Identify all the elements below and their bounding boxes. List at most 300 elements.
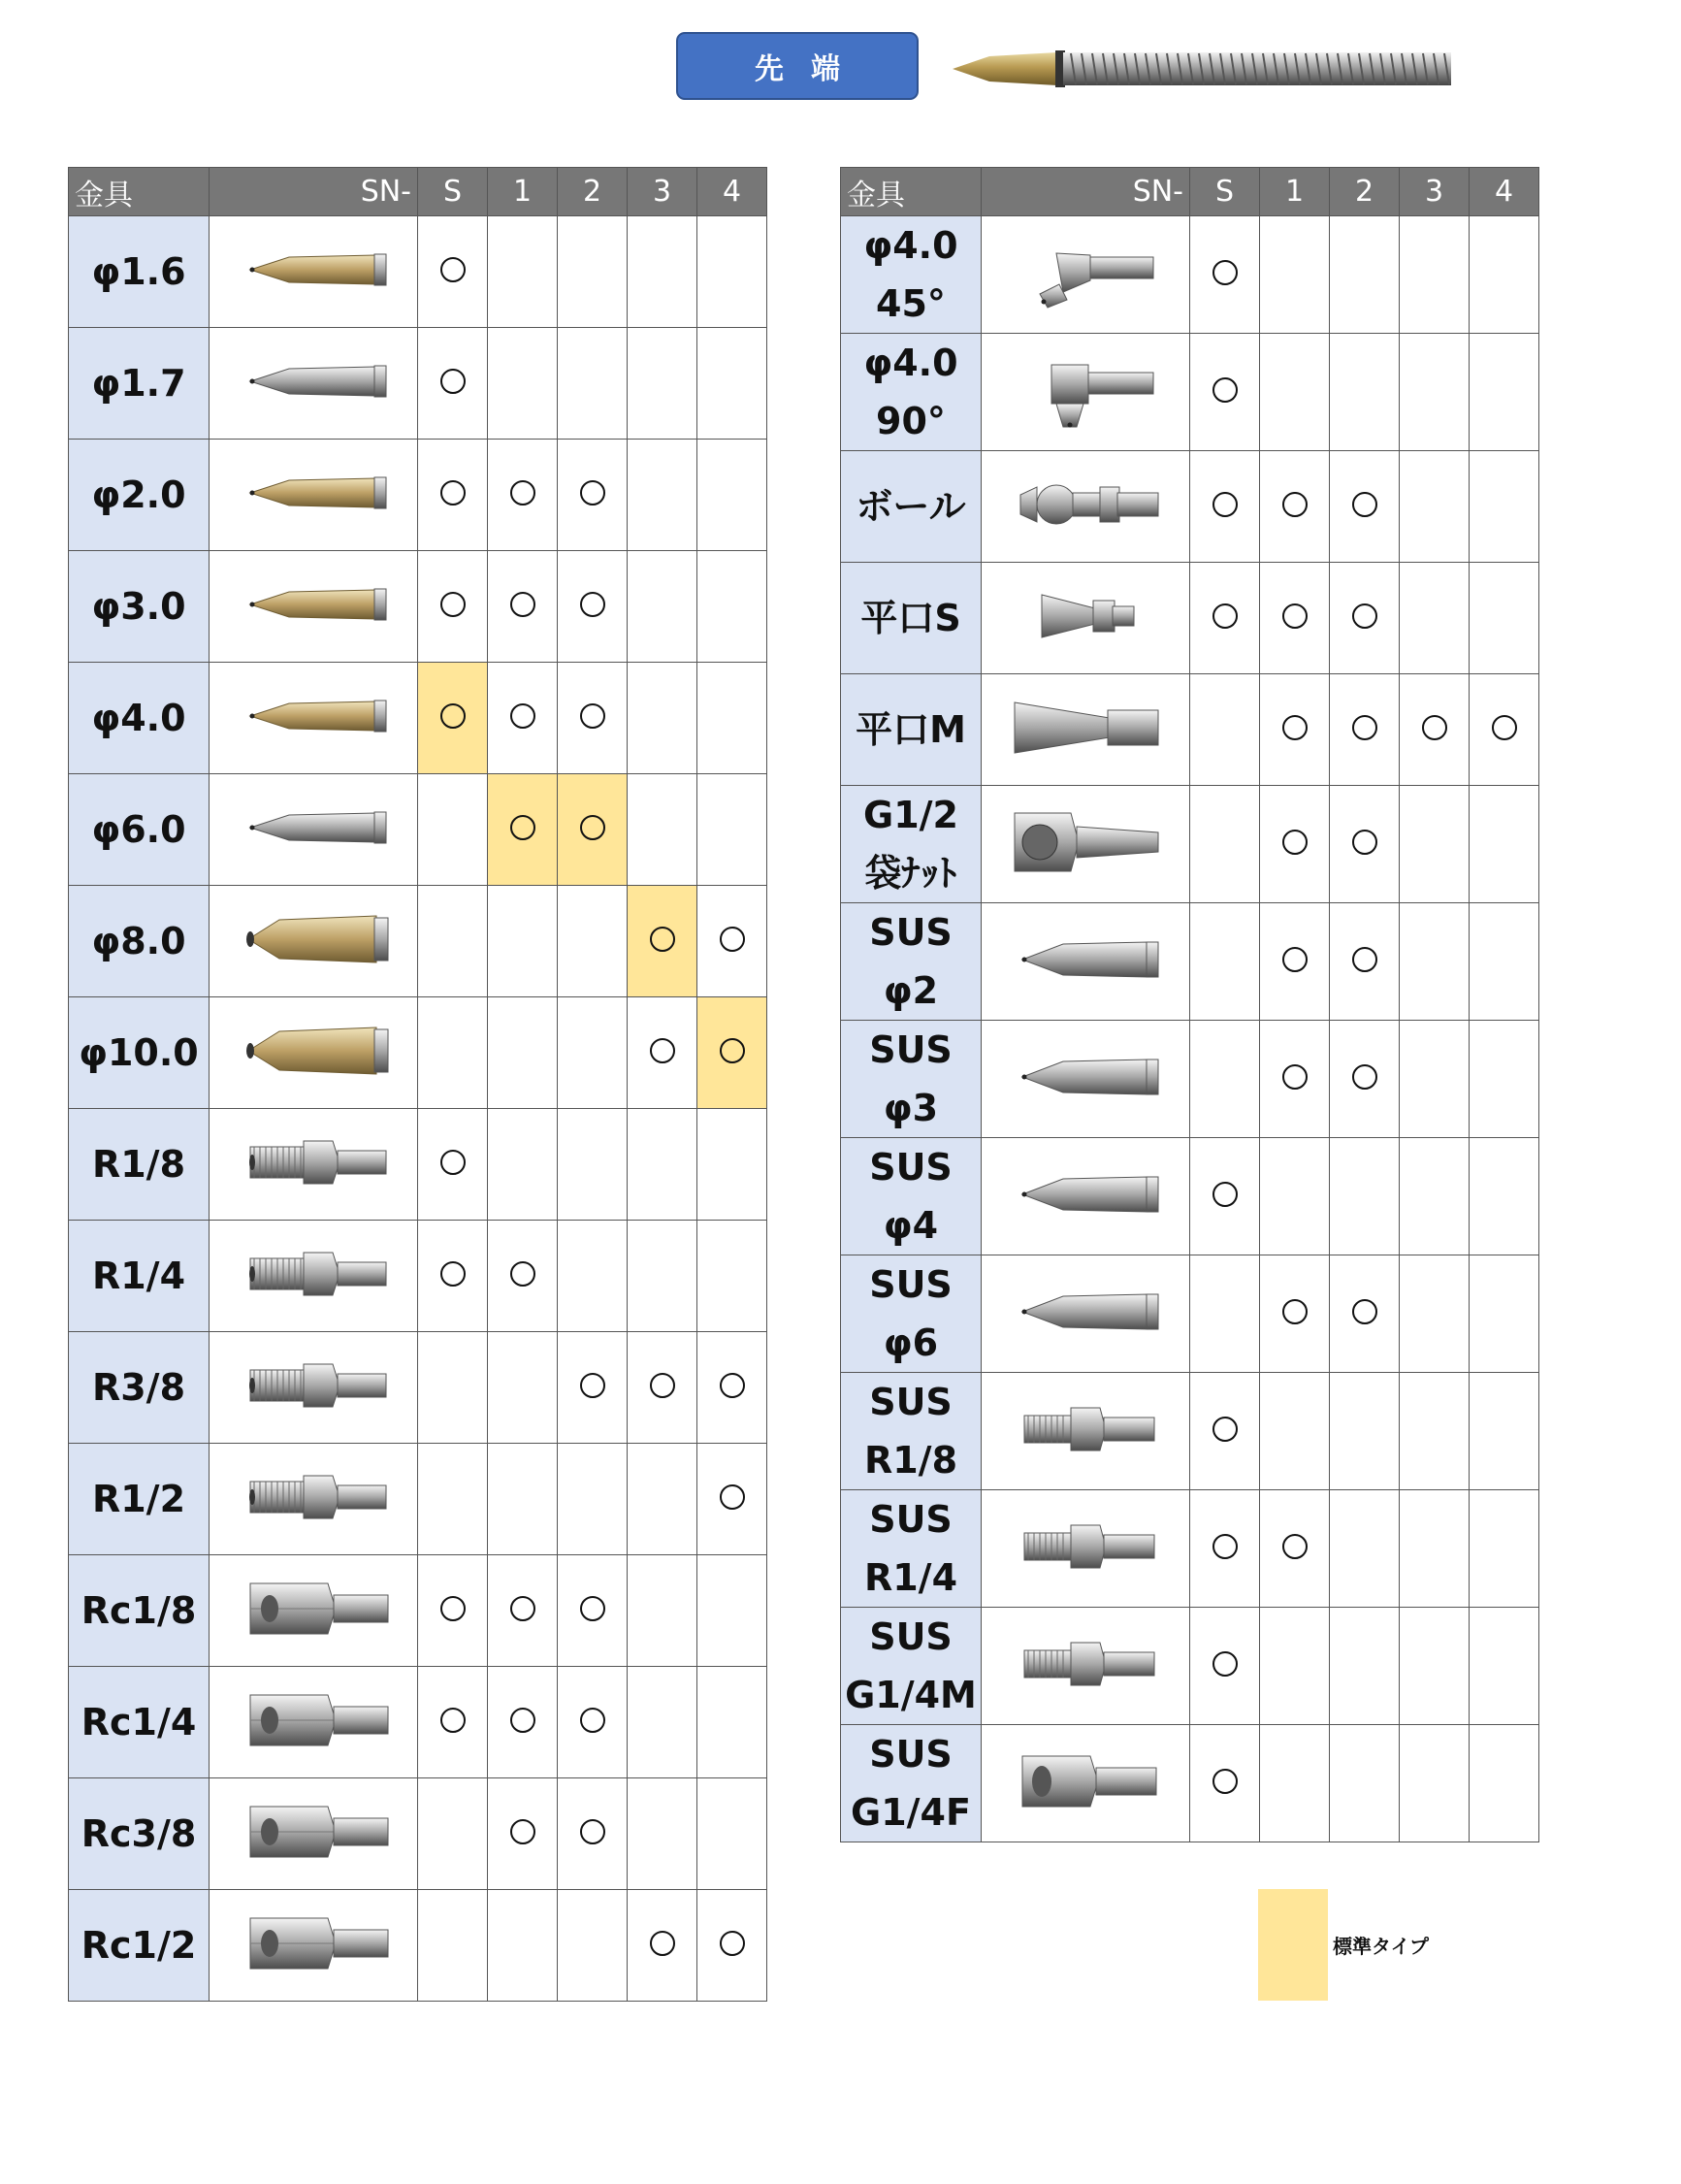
compat-cell-2 — [1330, 1138, 1400, 1255]
compat-cell-2 — [558, 1778, 628, 1890]
compat-cell-3 — [628, 997, 697, 1109]
compat-cell-3 — [628, 1555, 697, 1667]
compat-cell-1 — [1260, 563, 1330, 674]
fitting-name-line-2: 45° — [876, 282, 946, 325]
compat-cell-2 — [558, 1667, 628, 1778]
compat-cell-s — [1190, 903, 1260, 1021]
compat-cell-4 — [1470, 1373, 1539, 1490]
col-header-2: 2 — [1330, 168, 1400, 216]
compatible-circle-icon — [1212, 1651, 1238, 1677]
compat-cell-1 — [1260, 786, 1330, 903]
compat-cell-2 — [1330, 674, 1400, 786]
fitting-name-cell: Rc1/8 — [69, 1555, 210, 1667]
compatible-circle-icon — [580, 1819, 605, 1844]
table-row — [841, 903, 1539, 1021]
compat-cell-s — [418, 1778, 488, 1890]
fitting-name-cell — [841, 216, 982, 334]
fitting-name-line-1: SUS — [869, 1146, 953, 1189]
compatible-circle-icon — [720, 1484, 745, 1510]
compatible-circle-icon — [720, 1373, 745, 1398]
compat-cell-1 — [488, 440, 558, 551]
compatible-circle-icon — [580, 480, 605, 505]
compat-cell-s — [1190, 1255, 1260, 1373]
fitting-name-cell: R1/4 — [69, 1221, 210, 1332]
fitting-name-line-1: ボール — [856, 485, 966, 528]
compatible-circle-icon — [1212, 377, 1238, 403]
male-thread-fitting-icon — [210, 1444, 418, 1555]
compatible-circle-icon — [440, 703, 466, 729]
sus-male-thread-fitting-icon — [982, 1608, 1190, 1725]
compat-cell-s — [418, 774, 488, 886]
compat-cell-3 — [628, 1667, 697, 1778]
compat-cell-2 — [1330, 563, 1400, 674]
compat-cell-3 — [1400, 216, 1470, 334]
compat-cell-4 — [697, 774, 767, 886]
table-row — [69, 551, 767, 663]
fitting-name-cell — [841, 334, 982, 451]
fitting-name-line-2: φ6 — [883, 1321, 939, 1364]
compat-cell-4 — [1470, 1255, 1539, 1373]
compat-cell-2 — [1330, 786, 1400, 903]
compatible-circle-icon — [1282, 1064, 1308, 1090]
compat-cell-3 — [628, 1444, 697, 1555]
compat-cell-4 — [697, 1109, 767, 1221]
compat-cell-2 — [1330, 216, 1400, 334]
compat-cell-1 — [1260, 1138, 1330, 1255]
sus-tapered-nozzle-icon — [982, 1255, 1190, 1373]
compatible-circle-icon — [1282, 830, 1308, 855]
table-row — [69, 1555, 767, 1667]
table-row — [69, 1109, 767, 1221]
compat-cell-3 — [1400, 1255, 1470, 1373]
compat-cell-s — [418, 1555, 488, 1667]
compat-cell-1 — [1260, 1021, 1330, 1138]
compatible-circle-icon — [650, 927, 675, 952]
fitting-name-cell — [841, 1490, 982, 1608]
compat-cell-3 — [628, 886, 697, 997]
compat-cell-1 — [488, 1109, 558, 1221]
table-row — [69, 328, 767, 440]
compat-cell-2 — [558, 663, 628, 774]
elbow-45-nozzle-icon — [982, 216, 1190, 334]
compat-cell-4 — [697, 328, 767, 440]
compat-cell-s — [1190, 1373, 1260, 1490]
compatible-circle-icon — [440, 1708, 466, 1733]
compat-cell-4 — [697, 440, 767, 551]
col-header-4: 4 — [1470, 168, 1539, 216]
compat-cell-2 — [1330, 334, 1400, 451]
fitting-name-cell: φ8.0 — [69, 886, 210, 997]
compatible-circle-icon — [650, 1373, 675, 1398]
fitting-name-cell — [841, 1608, 982, 1725]
compat-cell-4 — [697, 1778, 767, 1890]
compat-cell-s — [418, 551, 488, 663]
compat-cell-s — [1190, 334, 1260, 451]
male-thread-fitting-icon — [210, 1332, 418, 1444]
col-header-s: S — [418, 168, 488, 216]
compatible-circle-icon — [510, 1708, 535, 1733]
compat-cell-s — [418, 886, 488, 997]
compatible-circle-icon — [720, 1038, 745, 1063]
fitting-name-cell: R1/8 — [69, 1109, 210, 1221]
fitting-name-line-1: SUS — [869, 1028, 953, 1071]
fitting-name-line-2: 90° — [876, 400, 946, 442]
compatible-circle-icon — [650, 1038, 675, 1063]
fitting-name-line-2: G1/4M — [845, 1674, 977, 1716]
sus-male-thread-fitting-icon — [982, 1373, 1190, 1490]
compatible-circle-icon — [580, 1373, 605, 1398]
ball-joint-nozzle-icon — [982, 451, 1190, 563]
fitting-name-line-2: φ3 — [883, 1087, 939, 1129]
compatible-circle-icon — [720, 927, 745, 952]
compatible-circle-icon — [1212, 1534, 1238, 1559]
compatible-circle-icon — [440, 1596, 466, 1621]
fitting-name-line-1: SUS — [869, 1615, 953, 1658]
fitting-name-cell — [841, 903, 982, 1021]
compatible-circle-icon — [650, 1931, 675, 1956]
compat-cell-2 — [558, 440, 628, 551]
compat-cell-s — [418, 663, 488, 774]
compat-cell-2 — [1330, 1373, 1400, 1490]
table-row — [841, 1255, 1539, 1373]
table-row — [841, 451, 1539, 563]
fitting-name-cell: φ4.0 — [69, 663, 210, 774]
compat-cell-3 — [1400, 903, 1470, 1021]
tip-header-button[interactable]: 先端 — [676, 32, 919, 100]
compat-cell-3 — [1400, 1608, 1470, 1725]
fitting-name-cell — [841, 1255, 982, 1373]
compat-cell-3 — [628, 663, 697, 774]
table-row — [841, 1373, 1539, 1490]
compat-cell-4 — [1470, 1608, 1539, 1725]
compatible-circle-icon — [510, 1596, 535, 1621]
compat-cell-3 — [1400, 334, 1470, 451]
compat-cell-3 — [628, 1332, 697, 1444]
elbow-90-nozzle-icon — [982, 334, 1190, 451]
female-hex-fitting-icon — [210, 1778, 418, 1890]
compat-cell-1 — [1260, 1490, 1330, 1608]
table-row — [841, 563, 1539, 674]
compat-cell-1 — [1260, 1725, 1330, 1842]
compat-cell-2 — [558, 1444, 628, 1555]
sus-male-thread-fitting-icon — [982, 1490, 1190, 1608]
compat-cell-4 — [697, 886, 767, 997]
fitting-name-cell: R3/8 — [69, 1332, 210, 1444]
compatible-circle-icon — [1352, 1064, 1377, 1090]
compat-cell-s — [1190, 1490, 1260, 1608]
table-row — [69, 1444, 767, 1555]
compatible-circle-icon — [1352, 947, 1377, 972]
fitting-name-line-1: φ4.0 — [863, 224, 958, 267]
compat-cell-s — [1190, 1608, 1260, 1725]
col-header-sn: SN- — [982, 168, 1190, 216]
compat-cell-3 — [1400, 1490, 1470, 1608]
compat-cell-1 — [488, 551, 558, 663]
compat-cell-3 — [1400, 1138, 1470, 1255]
compat-cell-3 — [1400, 563, 1470, 674]
fitting-name-cell — [841, 1021, 982, 1138]
fitting-name-cell — [841, 1373, 982, 1490]
compat-cell-3 — [628, 774, 697, 886]
brass-tapered-nozzle-icon — [210, 216, 418, 328]
compat-cell-4 — [1470, 903, 1539, 1021]
compatible-circle-icon — [510, 480, 535, 505]
sus-tapered-nozzle-icon — [982, 1138, 1190, 1255]
compat-cell-3 — [1400, 1725, 1470, 1842]
compat-cell-2 — [558, 774, 628, 886]
compat-cell-s — [418, 1444, 488, 1555]
compat-cell-3 — [1400, 451, 1470, 563]
col-header-fitting: 金具 — [841, 168, 982, 216]
compatible-circle-icon — [510, 592, 535, 617]
compat-cell-s — [418, 1667, 488, 1778]
compat-cell-1 — [488, 216, 558, 328]
table-row — [69, 440, 767, 551]
compat-cell-4 — [697, 1221, 767, 1332]
table-row — [69, 1778, 767, 1890]
compat-cell-2 — [1330, 1255, 1400, 1373]
fitting-name-line-2: R1/8 — [863, 1439, 958, 1482]
compat-cell-2 — [1330, 1608, 1400, 1725]
compatible-circle-icon — [1212, 492, 1238, 517]
compat-cell-1 — [488, 1444, 558, 1555]
compat-cell-4 — [697, 1890, 767, 2002]
flat-nozzle-small-icon — [982, 563, 1190, 674]
compatible-circle-icon — [440, 257, 466, 282]
compatible-circle-icon — [440, 480, 466, 505]
compatible-circle-icon — [1212, 1417, 1238, 1442]
fitting-name-cell: φ1.6 — [69, 216, 210, 328]
male-thread-fitting-icon — [210, 1221, 418, 1332]
compat-cell-1 — [488, 774, 558, 886]
col-header-3: 3 — [1400, 168, 1470, 216]
compat-cell-3 — [628, 551, 697, 663]
compat-cell-4 — [697, 551, 767, 663]
compatible-circle-icon — [1352, 492, 1377, 517]
compat-cell-s — [1190, 1725, 1260, 1842]
compatible-circle-icon — [1212, 603, 1238, 629]
fitting-name-line-1: SUS — [869, 1381, 953, 1423]
table-row — [69, 1221, 767, 1332]
compatible-circle-icon — [1212, 1182, 1238, 1207]
compatible-circle-icon — [1352, 715, 1377, 740]
fitting-name-line-1: 平口M — [856, 708, 966, 751]
compat-cell-4 — [697, 1667, 767, 1778]
table-row — [69, 1332, 767, 1444]
table-row — [69, 886, 767, 997]
fitting-name-cell — [841, 1138, 982, 1255]
compat-cell-1 — [488, 1778, 558, 1890]
compat-cell-1 — [1260, 216, 1330, 334]
compat-cell-1 — [1260, 903, 1330, 1021]
legend-standard-label: 標準タイプ — [1333, 1935, 1429, 1958]
fitting-table-left — [68, 167, 767, 2002]
fitting-table-right — [840, 167, 1539, 1842]
fitting-name-line-2: 袋ﾅｯﾄ — [864, 852, 957, 895]
compat-cell-s — [418, 1332, 488, 1444]
compat-cell-4 — [1470, 786, 1539, 903]
fitting-name-cell: φ10.0 — [69, 997, 210, 1109]
fitting-name-line-1: SUS — [869, 1498, 953, 1541]
compatible-circle-icon — [1352, 830, 1377, 855]
fitting-name-cell: Rc1/4 — [69, 1667, 210, 1778]
brass-tapered-nozzle-icon — [210, 551, 418, 663]
col-header-2: 2 — [558, 168, 628, 216]
table-row — [69, 1890, 767, 2002]
compat-cell-2 — [558, 1890, 628, 2002]
compatible-circle-icon — [1422, 715, 1447, 740]
compat-cell-2 — [558, 997, 628, 1109]
compat-cell-s — [418, 440, 488, 551]
steel-tapered-nozzle-icon — [210, 774, 418, 886]
compat-cell-1 — [488, 1332, 558, 1444]
brass-large-nozzle-icon — [210, 997, 418, 1109]
compat-cell-2 — [1330, 1490, 1400, 1608]
compat-cell-s — [418, 216, 488, 328]
compat-cell-4 — [1470, 1021, 1539, 1138]
compat-cell-4 — [1470, 216, 1539, 334]
compat-cell-2 — [558, 886, 628, 997]
compatible-circle-icon — [1282, 715, 1308, 740]
compat-cell-1 — [488, 997, 558, 1109]
compat-cell-1 — [488, 1890, 558, 2002]
compat-cell-1 — [488, 1667, 558, 1778]
compat-cell-3 — [628, 1109, 697, 1221]
compat-cell-4 — [697, 1555, 767, 1667]
table-row — [841, 1725, 1539, 1842]
compat-cell-1 — [488, 1221, 558, 1332]
compat-cell-2 — [558, 1109, 628, 1221]
fitting-name-cell: R1/2 — [69, 1444, 210, 1555]
female-hex-fitting-icon — [210, 1890, 418, 2002]
compat-cell-3 — [628, 216, 697, 328]
compatible-circle-icon — [1282, 492, 1308, 517]
col-header-s: S — [1190, 168, 1260, 216]
col-header-4: 4 — [697, 168, 767, 216]
compat-cell-1 — [1260, 1255, 1330, 1373]
sus-tapered-nozzle-icon — [982, 903, 1190, 1021]
fitting-name-line-1: φ4.0 — [863, 342, 958, 384]
compat-cell-s — [1190, 786, 1260, 903]
compat-cell-4 — [1470, 1725, 1539, 1842]
fitting-name-cell — [841, 1725, 982, 1842]
compatible-circle-icon — [720, 1931, 745, 1956]
fitting-name-line-1: 平口S — [860, 597, 961, 639]
compat-cell-s — [418, 1109, 488, 1221]
table-row — [69, 663, 767, 774]
compat-cell-3 — [628, 1221, 697, 1332]
compat-cell-2 — [1330, 903, 1400, 1021]
fitting-name-line-1: SUS — [869, 911, 953, 954]
table-row — [841, 1490, 1539, 1608]
compatible-circle-icon — [580, 592, 605, 617]
compat-cell-1 — [1260, 451, 1330, 563]
fitting-name-cell: φ1.7 — [69, 328, 210, 440]
compat-cell-4 — [1470, 563, 1539, 674]
col-header-fitting: 金具 — [69, 168, 210, 216]
fitting-name-line-1: G1/2 — [863, 794, 958, 836]
compat-cell-4 — [697, 663, 767, 774]
compatible-circle-icon — [1282, 1299, 1308, 1324]
fitting-name-cell: Rc3/8 — [69, 1778, 210, 1890]
compatible-circle-icon — [1212, 260, 1238, 285]
flexible-hose-nozzle-image — [951, 41, 1455, 97]
brass-large-nozzle-icon — [210, 886, 418, 997]
col-header-1: 1 — [1260, 168, 1330, 216]
compat-cell-1 — [1260, 1373, 1330, 1490]
compat-cell-s — [1190, 674, 1260, 786]
compat-cell-1 — [1260, 334, 1330, 451]
male-thread-fitting-icon — [210, 1109, 418, 1221]
table-row — [69, 216, 767, 328]
flat-nozzle-medium-icon — [982, 674, 1190, 786]
compat-cell-s — [418, 1890, 488, 2002]
table-row — [841, 786, 1539, 903]
compat-cell-4 — [1470, 1490, 1539, 1608]
fitting-name-line-2: G1/4F — [851, 1791, 971, 1834]
compat-cell-s — [1190, 563, 1260, 674]
fitting-name-cell — [841, 563, 982, 674]
compat-cell-2 — [558, 328, 628, 440]
cap-nut-fitting-icon — [982, 786, 1190, 903]
compat-cell-2 — [558, 551, 628, 663]
compat-cell-2 — [558, 1555, 628, 1667]
table-row — [69, 774, 767, 886]
compatible-circle-icon — [1282, 947, 1308, 972]
fitting-name-cell — [841, 786, 982, 903]
compatible-circle-icon — [440, 592, 466, 617]
table-row — [841, 1021, 1539, 1138]
fitting-name-cell: φ3.0 — [69, 551, 210, 663]
compat-cell-3 — [1400, 674, 1470, 786]
fitting-name-cell — [841, 674, 982, 786]
fitting-name-line-1: SUS — [869, 1733, 953, 1776]
compat-cell-4 — [1470, 451, 1539, 563]
female-hex-fitting-icon — [210, 1667, 418, 1778]
compat-cell-1 — [488, 1555, 558, 1667]
compat-cell-2 — [1330, 451, 1400, 563]
compatible-circle-icon — [580, 815, 605, 840]
brass-tapered-nozzle-icon — [210, 663, 418, 774]
compat-cell-s — [1190, 451, 1260, 563]
compat-cell-2 — [558, 1221, 628, 1332]
compat-cell-4 — [1470, 1138, 1539, 1255]
compatible-circle-icon — [440, 369, 466, 394]
compatible-circle-icon — [1492, 715, 1517, 740]
compatible-circle-icon — [440, 1261, 466, 1287]
compatible-circle-icon — [1282, 603, 1308, 629]
table-row — [841, 674, 1539, 786]
legend-standard-swatch — [1258, 1889, 1328, 2001]
compat-cell-2 — [1330, 1021, 1400, 1138]
compat-cell-3 — [1400, 1373, 1470, 1490]
compat-cell-s — [418, 997, 488, 1109]
compat-cell-3 — [628, 328, 697, 440]
fitting-name-line-2: R1/4 — [863, 1556, 958, 1599]
table-row — [69, 997, 767, 1109]
compat-cell-s — [1190, 1021, 1260, 1138]
fitting-name-line-2: φ4 — [883, 1204, 939, 1247]
compatible-circle-icon — [510, 1819, 535, 1844]
steel-tapered-nozzle-icon — [210, 328, 418, 440]
compat-cell-4 — [697, 997, 767, 1109]
compat-cell-s — [1190, 216, 1260, 334]
compat-cell-2 — [1330, 1725, 1400, 1842]
compat-cell-1 — [488, 328, 558, 440]
col-header-1: 1 — [488, 168, 558, 216]
table-row — [841, 334, 1539, 451]
compat-cell-s — [1190, 1138, 1260, 1255]
